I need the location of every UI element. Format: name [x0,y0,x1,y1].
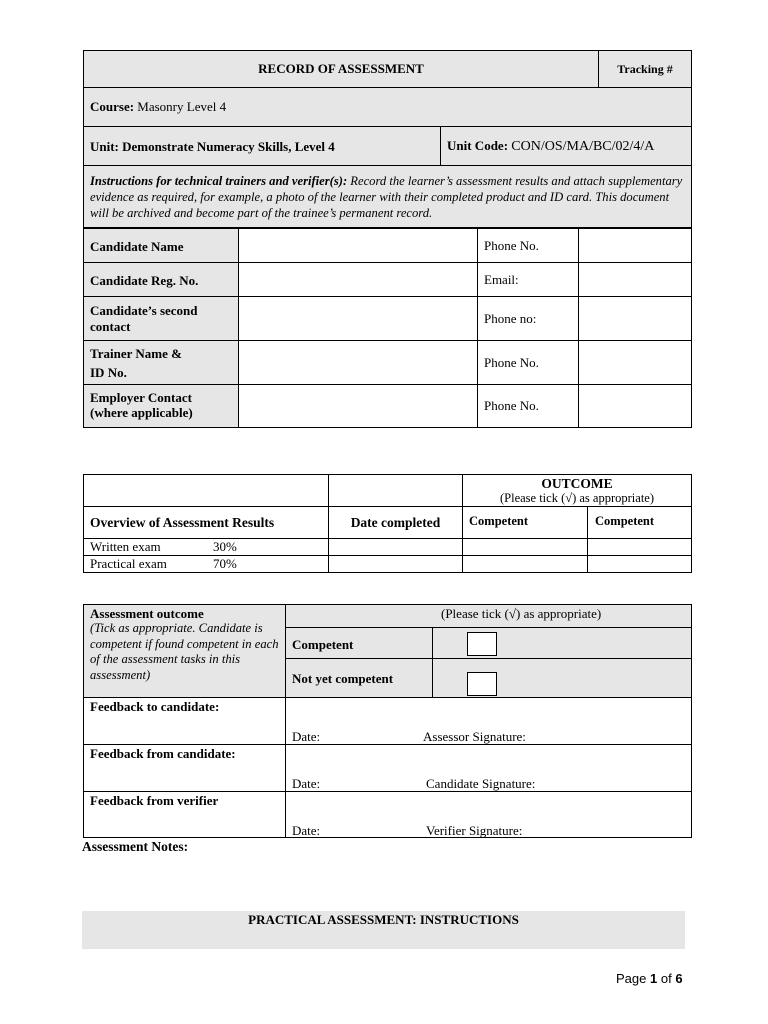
trainer-field[interactable] [238,340,478,385]
not-yet-competent-label: Not yet competent [292,671,394,686]
not-yet-competent-checkbox[interactable] [467,672,497,696]
practical-exam-label: Practical exam [90,556,167,571]
email-label-cell [477,262,579,297]
table-row [83,555,329,573]
assessor-signature-label: Assessor Signature: [423,729,526,744]
page-total: 6 [675,971,683,986]
instructions-cell [83,165,692,228]
competent-header-1: Competent [469,514,529,528]
unit-label: Unit: Demonstrate Numeracy Skills, Level 4 [90,139,335,154]
tick-header: (Please tick (√) as appropriate) [441,606,602,621]
employer-label: Employer Contact (where applicable) [90,390,193,420]
employer-phone-label: Phone No. [484,398,539,413]
practical-exam-competent-1[interactable] [462,555,588,573]
trainer-phone-label-cell [477,340,579,385]
trainer-phone-label: Phone No. [484,355,539,370]
outcome-subtitle: (Please tick (√) as appropriate) [499,491,655,505]
phone-label: Phone No. [484,238,539,253]
competent-checkbox[interactable] [467,632,497,656]
candidate-signature-label: Candidate Signature: [426,776,536,791]
feedback-from-verifier-label: Feedback from verifier [90,793,219,808]
practical-exam-date-field[interactable] [328,555,463,573]
unit-code-cell [440,126,692,166]
overview-header-cell [83,506,329,539]
email-label: Email: [484,272,519,287]
unit-cell [83,126,441,166]
feedback-from-candidate-label: Feedback from candidate: [90,746,236,761]
second-phone-label-cell [477,296,579,341]
written-exam-competent-1[interactable] [462,538,588,556]
overview-blank-1 [83,474,329,507]
document-title: RECORD OF ASSESSMENT [258,61,424,76]
of-word: of [660,971,672,986]
competent-header-cell-1 [462,506,588,539]
page-number [616,971,683,986]
feedback-from-candidate-label-cell [83,744,286,792]
competent-header-2: Competent [595,514,655,528]
tracking-label: Tracking # [617,62,673,76]
feedback-to-candidate-label: Feedback to candidate: [90,699,220,714]
instructions-block [90,173,685,221]
competent-header-cell-2 [587,506,692,539]
written-exam-weight: 30% [213,539,237,554]
phone-field[interactable] [578,228,692,263]
table-row [83,538,329,556]
unit-code-value: CON/OS/MA/BC/02/4/A [511,139,655,154]
second-contact-field[interactable] [238,296,478,341]
overview-column-header: Overview of Assessment Results [90,515,275,530]
page-word: Page [616,971,647,986]
competent-label: Competent [292,637,354,652]
date-header-cell [328,506,463,539]
competent-tick-cell [432,627,692,659]
instructions-label: Instructions for technical trainers and verifier(s): [90,174,348,188]
page-current: 1 [650,971,658,986]
second-phone-field[interactable] [578,296,692,341]
trainer-phone-field[interactable] [578,340,692,385]
not-yet-competent-tick-cell [432,658,692,698]
assessment-outcome-label: Assessment outcome [90,606,204,621]
second-contact-label: Candidate’s second contact [90,303,198,334]
second-phone-label: Phone no: [484,311,537,326]
practical-exam-weight: 70% [213,556,237,571]
feedback-from-verifier-date: Date: [292,823,321,838]
unit-code-label: Unit Code: [447,138,509,153]
course-label: Course: [90,99,135,114]
trainer-label-cell [83,340,239,385]
practical-assessment-title: PRACTICAL ASSESSMENT: INSTRUCTIONS [248,912,519,927]
written-exam-competent-2[interactable] [587,538,692,556]
overview-blank-2 [328,474,463,507]
competent-label-cell [285,627,433,659]
title-cell [83,50,599,88]
employer-label-cell [83,384,239,428]
feedback-from-candidate-field[interactable] [285,744,692,792]
written-exam-label: Written exam [90,539,161,554]
reg-no-field[interactable] [238,262,478,297]
candidate-name-field[interactable] [238,228,478,263]
feedback-to-candidate-field[interactable] [285,697,692,745]
reg-no-label-cell [83,262,239,297]
assessment-notes-label: Assessment Notes: [82,839,189,854]
assessment-outcome-cell [83,604,286,698]
candidate-name-label: Candidate Name [90,239,184,254]
employer-phone-field[interactable] [578,384,692,428]
date-completed-header: Date completed [350,515,441,530]
assessment-outcome-note: (Tick as appropriate. Candidate is competent if found competent in each of the assessment tasks in this assessment) [90,621,279,682]
tick-header-cell [285,604,692,628]
instructions-text: Record the learner’s assessment results and attach supplementary evidence as required, for example, a photo of the learner with their completed product and ID card. This document will be archived and become part of the trainee’s permanent record. [90,174,683,220]
outcome-header-cell [462,474,692,507]
feedback-from-candidate-date: Date: [292,776,321,791]
reg-no-label: Candidate Reg. No. [90,273,199,288]
not-yet-competent-label-cell [285,658,433,698]
written-exam-date-field[interactable] [328,538,463,556]
feedback-from-verifier-label-cell [83,791,286,838]
tracking-cell[interactable] [598,50,692,88]
course-cell [83,87,692,127]
verifier-signature-label: Verifier Signature: [426,823,523,838]
second-contact-label-cell [83,296,239,341]
email-field[interactable] [578,262,692,297]
outcome-title: OUTCOME [541,476,613,491]
employer-field[interactable] [238,384,478,428]
practical-exam-competent-2[interactable] [587,555,692,573]
employer-phone-label-cell [477,384,579,428]
feedback-to-candidate-date: Date: [292,729,321,744]
candidate-name-label-cell [83,228,239,263]
feedback-to-candidate-label-cell [83,697,286,745]
feedback-from-verifier-field[interactable] [285,791,692,838]
course-value: Masonry Level 4 [137,99,227,114]
phone-label-cell [477,228,579,263]
practical-assessment-banner [82,911,685,949]
trainer-label: Trainer Name & ID No. [90,346,182,380]
